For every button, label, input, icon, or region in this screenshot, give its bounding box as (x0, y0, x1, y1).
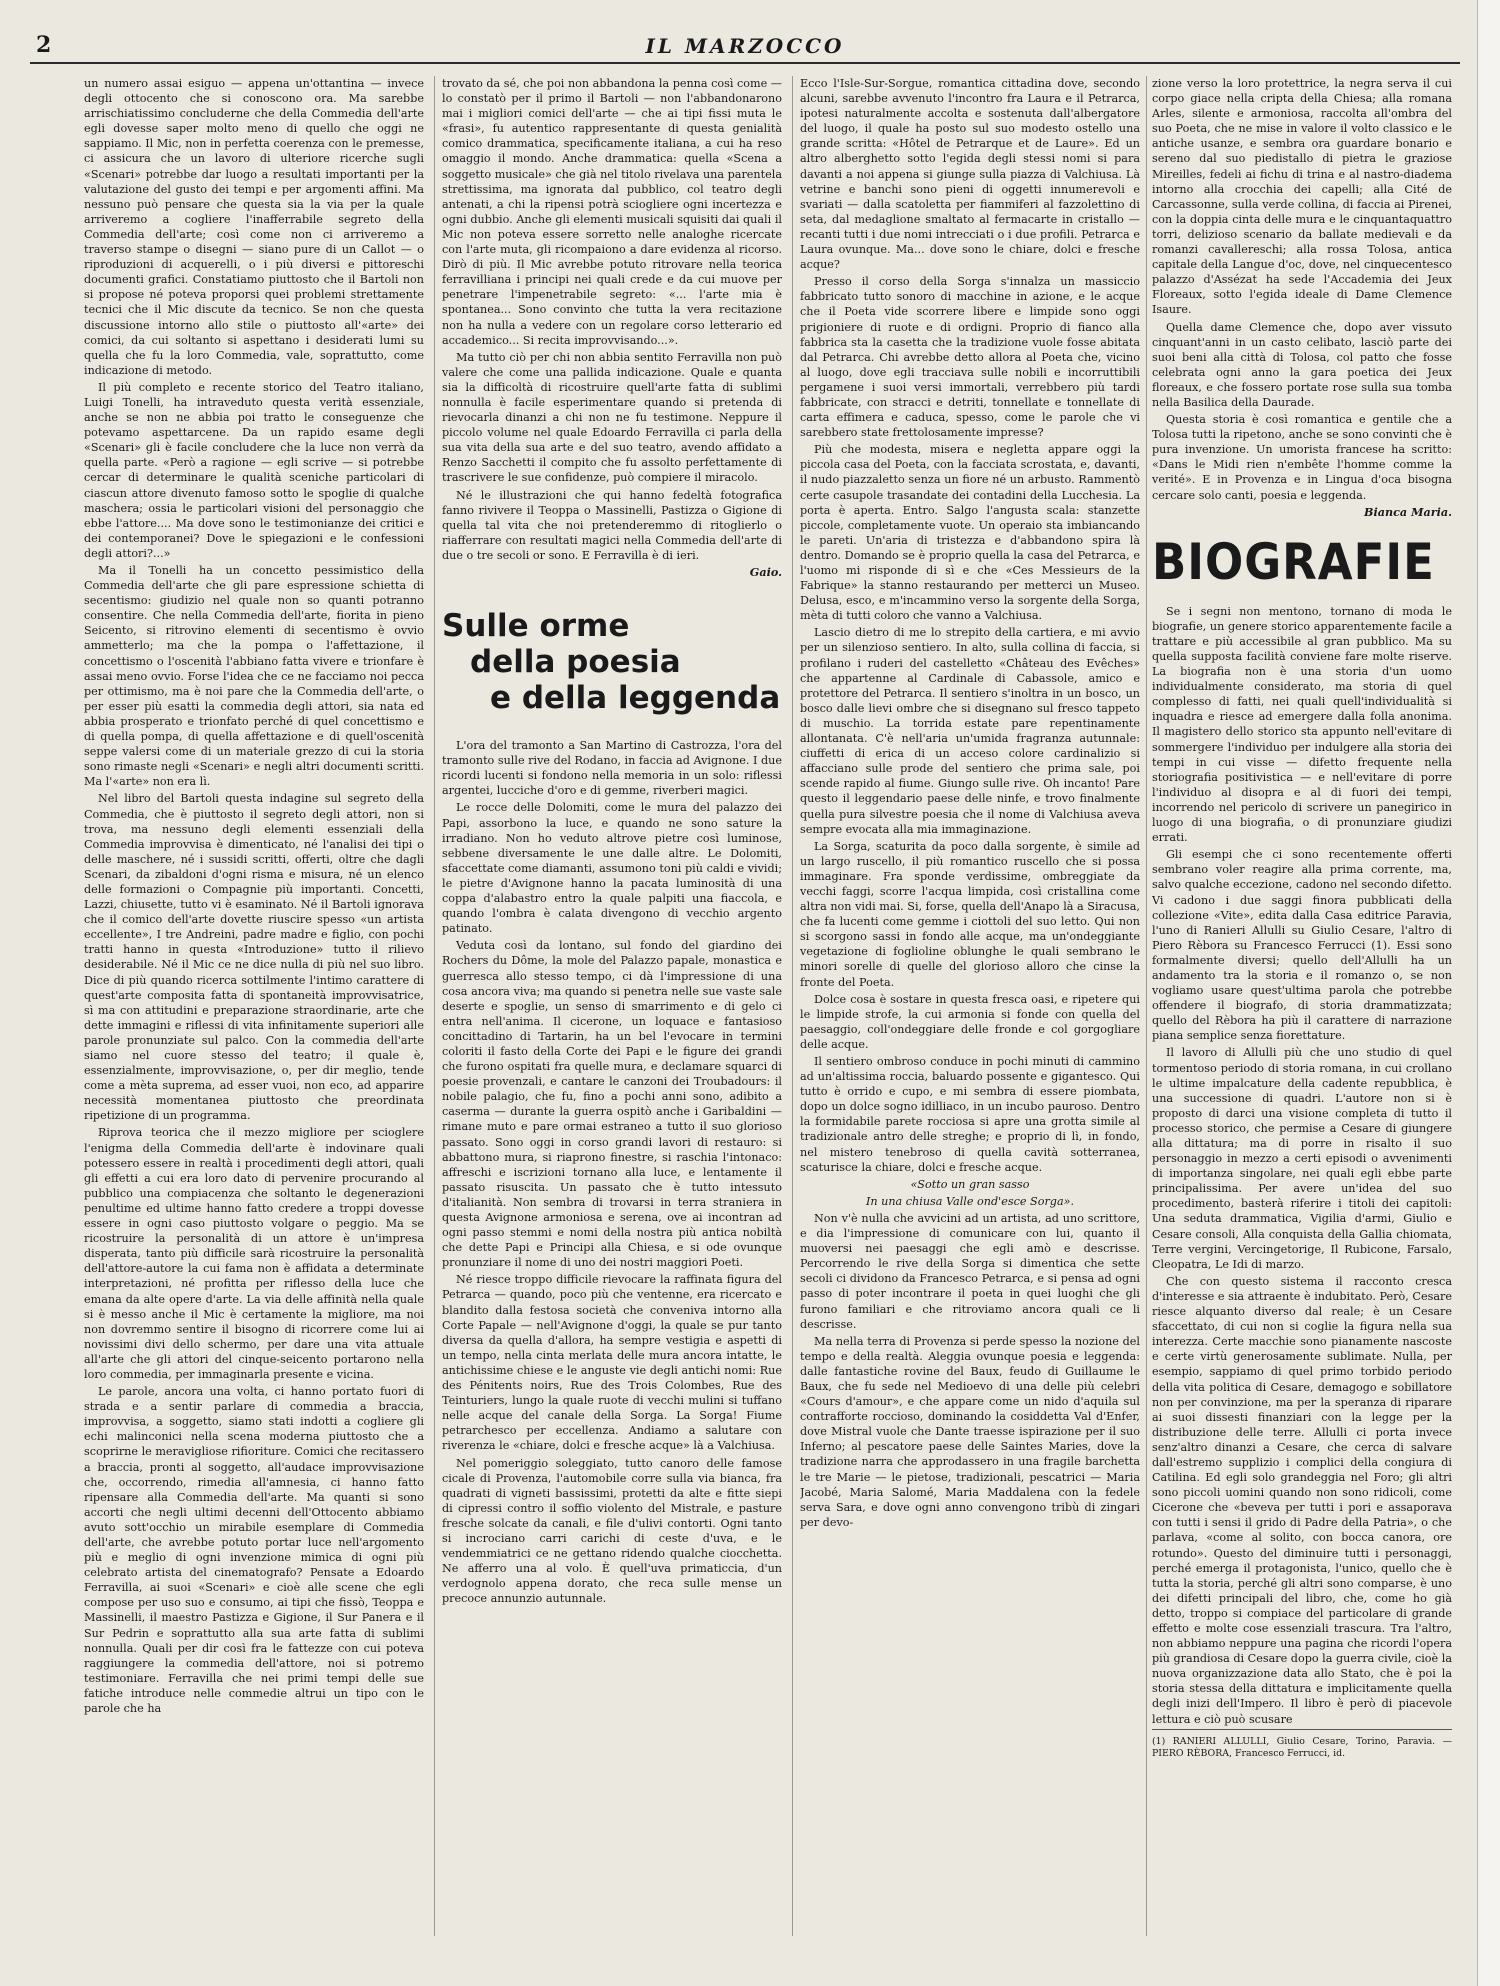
column-1 (84, 76, 424, 1936)
paragraph: Il sentiero ombroso conduce in pochi minuti di cammino ad un'altissima roccia, baluardo possente e gigantesco. Qui tutto è orrido e cupo, e mi sembra di essere piombata, dopo un dolce sogno idilliaco, in un incubo pauroso. Dentro la formidabile parete rocciosa si apre una grotta simile al tradizionale antro delle streghe; e proprio di lì, in fondo, nel mistero tenebroso di quella cavità sotterranea, scaturisce la chiare, dolci e fresche acque. (800, 1055, 1140, 1174)
paragraph: L'ora del tramonto a San Martino di Castrozza, l'ora del tramonto sulle rive del Rodano, in faccia ad Avignone. I due ricordi lucenti si fondono nella memoria in un solo: riflessi argentei, lucciche d'oro e di gemme, riverberi magici. (442, 739, 782, 798)
page-number: 2 (36, 32, 52, 58)
article-title-line: della poesia (470, 644, 681, 681)
paragraph: Il lavoro di Allulli più che uno studio di quel tormentoso periodo di storia romana, in cui crollano le ultime impalcature della cadente repubblica, è una successione di quadri. L'autore non si è proposto di darci una visione completa di tutto il processo storico, che permise a Cesare di giungere alla dittatura; ma di porre in risalto il suo personaggio in mezzo a certi episodi o avvenimenti di importanza singolare, nei quali egli ebbe parte principalissima. Per avere un'idea del suo procedimento, basterà riferire i titoli dei capitoli: Una seduta drammatica, Vigilia d'armi, Giulio e Cesare consoli, Alla conquista della Gallia chiomata, Terre vergini, Vercingetorige, Il Rubicone, Farsalo, Cleopatra, Le Idi di marzo. (1152, 1046, 1452, 1271)
paragraph: Questa storia è così romantica e gentile che a Tolosa tutti la ripetono, anche se sono convinti che è pura invenzione. Un umorista francese ha scritto: «Dans le Midi rien n'embête l'homme comme la verité». E in Provenza e in Lingua d'oca bisogna cercare solo canti, poesia e leggenda. (1152, 413, 1452, 502)
page-edge (1477, 0, 1500, 1986)
verse-line: In una chiusa Valle ond'esce Sorga». (865, 1194, 1075, 1208)
column-2 (442, 76, 782, 1936)
page-header (30, 32, 1460, 64)
paragraph: Lascio dietro di me lo strepito della cartiera, e mi avvio per un silenzioso sentiero. In alto, sulla collina di faccia, si profilano i ruderi del castelletto «Château des Evêches» che appartenne al Cardinale di Cabassole, amico e protettore del Petrarca. Il sentiero s'inoltra in un bosco, un bosco dalle lievi ombre che si disegnano sul fresco tappeto di muschio. La torrida estate pare repentinamente allontanata. C'è nell'aria un'umida fragranza autunnale: ciuffetti di erica di un acceso colore cardinalizio si affacciano sulle prode del sentiero che prima sale, poi scende rapido al fiume. Giungo sulle rive. Oh incanto! Pare questo il leggendario paese delle ninfe, e trovo finalmente quella pura silvestre poesia che il nome di Valchiusa aveva sempre evocata alla mia immaginazione. (800, 626, 1140, 836)
paragraph: Nel pomeriggio soleggiato, tutto canoro delle famose cicale di Provenza, l'automobile corre sulla via bianca, fra quadrati di vigneti bassissimi, protetti da alte e fitte siepi di cipressi contro il soffio violento del Mistrale, e pasture fresche solcate da canali, e file d'ulivi contorti. Ogni tanto si incrociano carri carichi di ceste d'uva, e le vendemmiatrici ce ne gettano ridendo qualche ciocchetta. Ne afferro una al volo. È quell'uva primaticcia, d'un verdognolo appena dorato, che reca sulle mense un precoce annunzio autunnale. (442, 1456, 782, 1606)
paragraph: Le parole, ancora una volta, ci hanno portato fuori di strada e a sentir parlare di commedia a braccia, improvvisa, a soggetto, siamo stati indotti a cogliere gli echi malinconici nella scena moderna piuttosto che a scoprirne le meravigliose rifioriture. Comici che recitassero a braccia, pronti al soggetto, all'audace improvvisazione che, occorrendo, rimedia all'amnesia, ci hanno fatto ripensare alla Commedia dell'arte. Ma quanti si sono accorti che negli ultimi decenni dell'Ottocento abbiamo avuto sott'occhio un mirabile esemplare di Commedia dell'arte, che avrebbe potuto portar luce nell'argomento più e meglio di ogni invenzione mimica di ogni più celebrato artista del cinematografo? Pensate a Edoardo Ferravilla, ai suoi «Scenari» e cioè alle scene che egli compose per uso suo e consumo, ai tipi che fissò, Teoppa e Massinelli, il maestro Pastizza e Gigione, il Sur Panera e il Sur Pedrin e soprattutto alla sua arte fatta di sublimi nonnulla. Quali per dir così fra le fattezze con cui poteva raggiungere la commedia dell'attore, noi si potremo testimoniare. Ferravilla che nei primi tempi delle sue fatiche introduce nelle commedie altrui un tipo con le parole che ha (84, 1385, 424, 1716)
paragraph: Ecco l'Isle-Sur-Sorgue, romantica cittadina dove, secondo alcuni, sarebbe avvenuto l'incontro fra Laura e il Petrarca, ipotesi naturalmente accolta e sostenuta dall'albergatore del luogo, il quale ha posto sul suo modesto ostello una grande scritta: «Hôtel de Petrarque et de Laure». Ed un altro alberghetto sotto l'egida degli stessi nomi si para davanti a noi appena si giunge sulla piazza di Valchiusa. Là vetrine e banchi sono pieni di oggetti innumerevoli e svariati — dalla scatoletta per fiammiferi al fazzolettino di seta, dal medaglione smaltato al fermacarte in cristallo — recanti tutti i due nomi intrecciati o i due profili. Petrarca e Laura ovunque. Ma... dove sono le chiare, dolci e fresche acque? (800, 77, 1140, 272)
masthead: IL MARZOCCO (645, 34, 845, 58)
author-signature: Gaio. (749, 565, 782, 579)
paragraph: Né le illustrazioni che qui hanno fedeltà fotografica fanno rivivere il Teoppa o Massinelli, Pastizza o Gigione di quella tal vita che noi pretenderemmo di ritoglierlo o riafferrare con resultati magici nella Commedia dell'arte di due o tre secoli or sono. E Ferravilla è di ieri. (442, 488, 782, 562)
column-rule (792, 76, 793, 1936)
section-title: BIOGRAFIE (1152, 532, 1435, 591)
article-title-line: Sulle orme (442, 608, 630, 645)
paragraph: Presso il corso della Sorga s'innalza un massiccio fabbricato tutto sonoro di macchine in azione, e le acque che il Poeta vide scorrere libere e limpide sono oggi prigioniere di ruote e di ordigni. Proprio di fianco alla fabbrica sta la casetta che la tradizione vuole fosse abitata dal Petrarca. Chi avrebbe detto allora al Poeta che, vicino al luogo, dove egli tracciava sulle nobili e incorruttibili pergamene i suoi versi immortali, verrebbero più tardi fabbricate, con stracci e detriti, tonnellate e tonnellate di carta effimera e caduca, spesso, come le parole che vi sarebbero state frettolosamente impresse? (800, 275, 1140, 440)
paragraph: Le rocce delle Dolomiti, come le mura del palazzo dei Papi, assorbono la luce, e quando ne sono sature la irradiano. Non ho veduto altrove pietre così luminose, sebbene diversamente le une dalle altre. Le Dolomiti, sfaccettate come diamanti, assumono toni più caldi e vividi; le pietre d'Avignone hanno la pacata luminosità di una coppa d'alabastro entro la quale palpiti una fiaccola, e quando l'ombra è calata divengono di vecchio argento patinato. (442, 801, 782, 936)
paragraph: Se i segni non mentono, tornano di moda le biografie, un genere storico apparentemente facile a trattare e più accessibile al gran pubblico. Ma su quella supposta facilità conviene fare molte riserve. La biografia non è una storia d'un uomo individualmente considerato, ma storia di quel complesso di fatti, nei quali quell'individualità si inquadra e riesce ad emergere dalla folla anonima. Il magistero dello storico sta appunto nell'evitare di sommergere l'individuo per indulgere alla storia dei tempi in cui visse — difetto frequente nella storiografia positivistica — e nell'evitare di porre l'individuo al disopra e al di fuori dei tempi, incorrendo nel pericolo di scrivere un panegirico in luogo di una biografia, o di pronunziare giudizi errati. (1152, 604, 1452, 845)
paragraph: Ma tutto ciò per chi non abbia sentito Ferravilla non può valere che come una pallida indicazione. Quale e quanta sia la difficoltà di ricostruire quell'arte fatta di sublimi nonnulla è facile esperimentare quando si pretenda di rievocarla dinanzi a chi non ne fu testimone. Neppure il piccolo volume nel quale Edoardo Ferravilla ci parla della sua vita della sua arte e del suo teatro, avendo affidato a Renzo Sacchetti il compito che fu assolto perfettamente di trascrivere le sue confidenze, può compiere il miracolo. (442, 350, 782, 485)
paragraph: zione verso la loro protettrice, la negra serva il cui corpo giace nella cripta della Chiesa; alla romana Arles, silente e armoniosa, raccolta all'ombra del suo Poeta, che ne mise in valore il volto classico e le antiche usanze, e sembra ora guardare bonario e sereno dal suo piedistallo di pietra le graziose Mireilles, fedeli ai fichu di trina e al nastro-diadema intorno alla crocchia dei capelli; alla Cité de Carcassonne, sulla verde collina, di faccia ai Pirenei, con la doppia cinta delle mura e le cinquantaquattro torri, delizioso scenario da ballate medievali e da romanzi cavallereschi; alla rossa Tolosa, antica capitale della Langue d'oc, dove, nel cinquecentesco palazzo d'Assézat ha sede l'Accademia dei Jeux Floreaux, sotto l'egida ideale di Dame Clemence Isaure. (1152, 77, 1452, 317)
article-title-line: e della leggenda (490, 680, 781, 717)
column-rule (1146, 76, 1147, 1936)
paragraph: Dolce cosa è sostare in questa fresca oasi, e ripetere qui le limpide strofe, la cui armonia si fonde con quella del paesaggio, coll'ondeggiare delle fronde e col gorgogliare delle acque. (800, 992, 1140, 1051)
column-3 (800, 76, 1140, 1936)
paragraph: trovato da sé, che poi non abbandona la penna così come — lo constatò per il primo il Bartoli — non l'abbandonarono mai i migliori comici dell'arte — che ai tipi fissi muta le «frasi», fu autentico rappresentante di questa genialità comico drammatica, specificamente italiana, a cui ha reso omaggio il mondo. Anche drammatica: quella «Scena a soggetto musicale» che già nel titolo rivelava una parentela strettissima, ma ignorata dal pubblico, col teatro degli antenati, a chi la ripensi potrà sciogliere ogni incertezza e ogni dubbio. Anche gli elementi musicali squisiti dai quali il Mic non poteva essere sorretto nelle analoghe ricercate con l'arte muta, gli ricompaiono a dare evidenza al ricorso. Dirò di più. Il Mic avrebbe potuto ritrovare nella teorica ferravilliana i principi nei quali crede e da cui muove per penetrare l'impenetrabile segreto: «... l'arte mia è spontanea... Sono convinto che tutta la vera recitazione non ha nulla a vedere con un regolare corso letterario ed accademico... Si recita improvvisando...». (442, 77, 782, 347)
column-4 (1152, 76, 1452, 1936)
paragraph: Riprova teorica che il mezzo migliore per scioglere l'enigma della Commedia dell'arte è indovinare quali potessero essere in realtà i procedimenti degli attori, quali gli effetti a cui era loro dato di pervenire procurando al pubblico una compiacenza che soltanto le degenerazioni penultime ed ultime hanno fatto credere a troppi dovesse essere in ogni caso piuttosto volgare o peggio. Ma se ricostruire la personalità di un attore è un'impresa disperata, tanto più difficile sarà ricostruire la personalità dell'attore-autore la cui fama non è affidata a determinate interpretazioni, né profitta per riflesso della luce che emana da alte opere d'arte. La via delle affinità nella quale si è messo anche il Mic è certamente la migliore, ma noi non dovremmo sentire il bisogno di ricorrere come lui ai novissimi divi dello schermo, per dare una vita attuale all'arte che gli attori del cinque-seicento portarono nella loro commedia, per immaginarla presente e vicina. (84, 1126, 424, 1381)
paragraph: Ma nella terra di Provenza si perde spesso la nozione del tempo e della realtà. Aleggia ovunque poesia e leggenda: dalle fantastiche rovine del Baux, feudo di Guillaume le Baux, che fu sede nel Medioevo di una delle più celebri «Cours d'amour», e che appare come un nido d'aquila sul contrafforte roccioso, dominando la cosiddetta Val d'Enfer, dove Mistral vuole che Dante traesse ispirazione per il suo Inferno; al pescatore paese delle Saintes Maries, dove la tradizione narra che approdassero in una fragile barchetta le tre Marie — le pietose, tradizionali, pescatrici — Maria Jacobé, Maria Salomé, Maria Maddalena con la fedele serva Sara, e dove ogni anno convengono tribù di zingari per devo- (800, 1334, 1140, 1529)
verse-line: «Sotto un gran sasso (910, 1177, 1030, 1191)
paragraph: Che con questo sistema il racconto cresca d'interesse e sia attraente è indubitato. Però, Cesare riesce alquanto diverso dal reale; è un Cesare sfaccettato, di cui non si coglie la figura nella sua interezza. Certe macchie sono pianamente nascoste e certe virtù generosamente sublimate. Nulla, per esempio, sappiamo di quel primo torbido periodo della vita politica di Cesare, demagogo e sobillatore non per convinzione, ma per la speranza di riparare ai suoi dissesti finanziari con la legge per la distribuzione delle terre. Allulli ci porta invece senz'altro dinanzi a Cesare, che cerca di salvare dall'estremo supplizio i complici della congiura di Catilina. Ed egli solo grandeggia nel Foro; gli altri sono piccoli uomini quando non sono ridicoli, come Cicerone che «beveva per tutti i pori e assaporava con tutti i sensi il grido di Padre della Patria», o che parlava, «come al solito, con bocca canora, ore rotundo». Questo del diminuire tutti i personaggi, perché emerga il protagonista, l'unico, quello che è tutta la storia, perché gli altri sono comparse, è uno dei difetti principali del libro, che, come ho già detto, troppo si compiace del particolare di grande effetto e molte cose essenziali trascura. Tra l'altro, non abbiamo neppure una pagina che ricordi l'opera più grandiosa di Cesare dopo la guerra civile, cioè la nuova organizzazione data allo Stato, che è poi la storia stessa della dittatura e implicitamente quella degli inizi dell'Impero. Il libro è però di piacevole lettura e ciò può scusare (1152, 1274, 1452, 1726)
paragraph: Nel libro del Bartoli questa indagine sul segreto della Commedia, che è piuttosto il segreto degli attori, non si trova, ma nessuno degli elementi essenziali della Commedia improvvisa è dimenticato, né l'analisi dei tipi o delle maschere, né i sussidi scritti, offerti, oltre che dagli Scenari, da zibaldoni d'ogni risma e misura, né un elenco delle formazioni o Compagnie più importanti. Concetti, Lazzi, chiusette, tutto vi è esaminato. Né il Bartoli ignorava che il comico dell'arte dovette riuscire spesso «un artista eccellente», I tre Andreini, padre madre e figlio, con pochi tratti hanno in questa «Introduzione» tutto il rilievo desiderabile. Né il Mic ce ne dice nulla di più nel suo libro. Dice di più quando ricerca sottilmente l'intimo carattere di quest'arte composita fatta di spontaneità improvvisatrice, sì ma con attitudini e preparazione straordinarie, arte che dette immagini e riflessi di vita infinitamente superiori alle parole pronunziate sul palco. Con la commedia dell'arte siamo nel cuore stesso del teatro; il quale è, essenzialmente, improvvisazione, o, per dir meglio, tende come a mèta suprema, ad esser vuoi, non eco, ad apparire necessità momentanea piuttosto che preordinata ripetizione di un programma. (84, 792, 424, 1123)
article-title (442, 608, 782, 716)
paragraph: Quella dame Clemence che, dopo aver vissuto cinquant'anni in un casto celibato, lasciò parte dei suoi beni alla città di Tolosa, col patto che fosse celebrata ogni anno la gara poetica dei Jeux floreaux, e che fossero portate rose sulla sua tomba nella Basilica della Daurade. (1152, 320, 1452, 409)
paragraph: Veduta così da lontano, sul fondo del giardino dei Rochers du Dôme, la mole del Palazzo papale, monastica e guerresca allo stesso tempo, ci dà l'impressione di una cosa ancora viva; ma quando si penetra nelle sue vaste sale deserte e spoglie, un senso di smarrimento e di gelo ci entra nell'anima. Il cicerone, un loquace e fantasioso concittadino di Tartarin, ha un bel l'evocare in termini coloriti il fasto della Corte dei Papi e le figure dei grandi che furono ospitati fra quelle mura, e declamare squarci di poesie provenzali, e cantare le canzoni dei Troubadours: il nobile palagio, che fu, fino a pochi anni sono, adibito a caserma — durante la guerra ospitò anche i Garibaldini — rimane muto e pare ormai estraneo a tutto il suo glorioso passato. Sono oggi in corso grandi lavori di restauro: si abbattono mura, si riaprono finestre, si raschia l'intonaco: affreschi e iscrizioni tornano alla luce, e lentamente il passato risuscita. Un passato che è tutto intessuto d'italianità. Non sembra di trovarsi in terra straniera in questa Avignone armoniosa e serena, ove ai incontran ad ogni passo stemmi e nomi della nostra più antica nobiltà che dette Papi e Principi alla Chiesa, e si ode ovunque pronunziare il nome di uno dei nostri maggiori Poeti. (442, 939, 782, 1270)
paragraph: Né riesce troppo difficile rievocare la raffinata figura del Petrarca — quando, poco più che ventenne, era ricercato e blandito dalla festosa società che conveniva intorno alla Corte Papale — nell'Avignone d'oggi, la quale se pur tanto diversa da quella d'allora, ha sempre vestigia e aspetti di un tempo, nella cinta merlata delle mura ancora intatte, le antichissime chiese e le anguste vie degli antichi nomi: Rue des Pénitents noirs, Rue des Trois Colombes, Rue des Teinturiers, lungo la quale ruote di vecchi mulini si tuffano nelle acque del canale della Sorga. La Sorga! Fiume petrarchesco per eccellenza. Andiamo a salutare con riverenza le «chiare, dolci e fresche acque» là a Valchiusa. (442, 1273, 782, 1453)
paragraph: Il più completo e recente storico del Teatro italiano, Luigi Tonelli, ha intraveduto questa verità essenziale, anche se non ne abbia poi tratto le conseguenze che potevamo aspettarcene. Da un rapido esame degli «Scenari» gli è facile concludere che la luce non verrà da quella parte. «Però a ragione — egli scrive — si potrebbe cercar di determinare le qualità sceniche particolari di ciascun attore divenuto famoso sotto le spoglie di qualche maschera; ossia le particolari visioni del personaggio che ebbe l'attore.... Ma dove sono le testimonianze dei critici e dei contemporanei? Dove le spiegazioni e le confessioni degli attori?...» (84, 380, 424, 560)
column-rule (434, 76, 435, 1936)
paragraph: Gli esempi che ci sono recentemente offerti sembrano voler reagire alla prima corrente, ma, salvo qualche eccezione, cadono nel secondo difetto. Vi cadono i due saggi finora pubblicati della collezione «Vite», edita dalla Casa editrice Paravia, l'uno di Ranieri Allulli su Giulio Cesare, l'altro di Piero Rèbora su Francesco Ferrucci (1). Essi sono formalmente diversi; quello dell'Allulli ha un andamento tra la storia e il romanzo o, se non vogliamo usare quest'ultima parola che potrebbe offendere il biografo, di storia drammatizzata; quello del Rèbora ha più il carattere di narrazione piana semplice senza fiorettature. (1152, 848, 1452, 1043)
paragraph: Più che modesta, misera e negletta appare oggi la piccola casa del Poeta, con la facciata scrostata, e, davanti, il nudo piazzaletto senza un fiore né un arbusto. Rammentò certe casupole trasandate dei contadini della Lucchesia. La porta è aperta. Entro. Salgo l'angusta scala: stanzette piccole, completamente vuote. Un operaio sta imbiancando le pareti. Un'aria di tristezza e d'abbandono spira là dentro. Domando se è proprio quella la casa del Petrarca, e l'uomo mi risponde di sì e che «Ces Messieurs de la Fabrique» la stanno restaurando per metterci un Museo. Delusa, esco, e m'incammino verso la sorgente della Sorga, mèta di tutti coloro che vanno a Valchiusa. (800, 443, 1140, 623)
footnote: (1) RANIERI ALLULLI, Giulio Cesare, Torino, Paravia. — PIERO RÈBORA, Francesco Ferrucci, id. (1152, 1729, 1452, 1760)
paragraph: un numero assai esiguo — appena un'ottantina — invece degli ottocento che si conoscono ora. Ma sarebbe arrischiatissimo concluderne che della Commedia dell'arte egli dovesse saper molto meno di quello che oggi ne sappiamo. Il Mic, non in perfetta coerenza con le premesse, ci assicura che un lavoro di ulteriore ricerche sugli «Scenari» potrebbe dar luogo a resultati importanti per la valutazione del gusto dei tempi e per argomenti affini. Ma nessuno può pensare che questa sia la via per la quale arriveremo a cogliere l'inafferrabile segreto della Commedia dell'arte; così come non ci arriveremo a traverso stampe o disegni — siano pure di un Callot — o riproduzioni di acquerelli, o i più diversi e pittoreschi documenti grafici. Constatiamo piuttosto che il Bartoli non si propose né poteva proporsi quei problemi strettamente tecnici che il Mic discute da tecnico. Se non che questa discussione intorno allo stile o piuttosto all'«arte» dei comici, da cui soltanto si aspettano i desiderati lumi su quella che fu la loro Commedia, vale, soprattutto, come indicazione di metodo. (84, 77, 424, 377)
paragraph: La Sorga, scaturita da poco dalla sorgente, è simile ad un largo ruscello, il più romantico ruscello che si possa immaginare. Fra sponde verdissime, ombreggiate da vecchi faggi, scorre l'acqua limpida, così cristallina come altra non vidi mai. Si, forse, quella dell'Anapo là a Siracusa, che fa lucenti come gemme i ciottoli del suo letto. Qui non si scorgono sassi in fondo alle acque, ma un'ondeggiante vegetazione di foglioline oblunghe le quali sembrano le minori sorelle di quelle del glorioso alloro che cinse la fronte del Poeta. (800, 839, 1140, 989)
paragraph: Non v'è nulla che avvicini ad un artista, ad uno scrittore, e dia l'impressione di comunicare con lui, quanto il muoversi nei paesaggi che egli amò e descrisse. Percorrendo le rive della Sorga si dimentica che sette secoli ci dividono da Francesco Petrarca, e si pensa ad ogni passo di poter incontrare il poeta in quei luoghi che gli furono familiari e che ritroviamo ancora quali ce li descrisse. (800, 1211, 1140, 1331)
author-signature: Bianca Maria. (1364, 504, 1452, 519)
paragraph: Ma il Tonelli ha un concetto pessimistico della Commedia dell'arte che gli pare espressione schietta di secentismo: giudizio nel quale non so quanti potranno consentire. Che nella Commedia dell'arte, fiorita in pieno Seicento, si ritrovino elementi di secentismo è ovvio ammetterlo; ma che la pompa o l'affettazione, il concettismo o l'oscenità l'abbiano fatta vivere e trionfare è assai meno ovvio. Forse l'idea che ce ne facciamo noi pecca per ottimismo, ma è noi pare che la Commedia dell'arte, o per esser più esatti la commedia degli attori, sia nata ed abbia prosperato e trionfato perché di quel concettismo e di quella pompa, di quella affettazione e di quell'oscenità seppe valersi come di un materiale grezzo di cui la storia sono rimaste negli «Scenari» e negli altri documenti scritti. Ma l'«arte» non era lì. (84, 564, 424, 789)
